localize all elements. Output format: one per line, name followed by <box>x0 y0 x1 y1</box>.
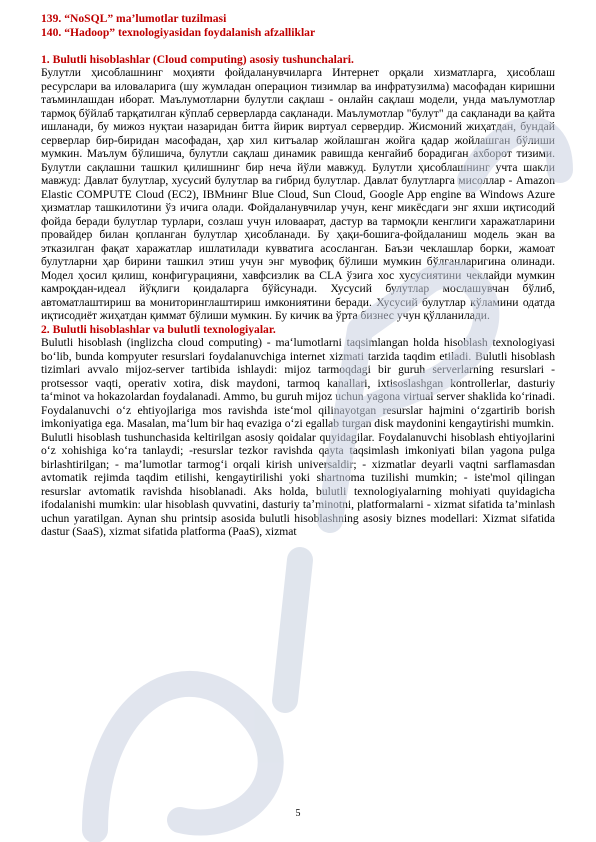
section-1-title: 1. Bulutli hisoblashlar (Cloud computing) asosiy tushunchalari. <box>41 52 354 66</box>
section-2-body-2: Bulutli hisoblash tushunchasida keltirilgan asosiy qoidalar quyidagilar. Foydalanuvchi hisoblash ehtiyojlarini oʻz xohishiga koʻra tanlaydi; -resurslar tezkor ravishda qayta taqsimlash imkoniyati bilan yagona pulga birlashtirilgan; - ma’lumotlar tarmogʻi orqali kirish universaldir; - xizmatlar deyarli vaqtni sarflamasdan avtomatik rejimda taqdim etilishi, kengaytirilishi yoki shartnoma tuzilishi mumkin; - iste'mol qilingan resurslar avtomatik ravishda hisoblanadi. Aks holda, bulutli texnologiyalarning mohiyati quyidagicha ifodalanishi mumkin: ular hisoblash quvvatini, dasturiy taʼminotni, platformalarni - xizmat sifatida ta’minlash uchun yaratilgan. Aynan shu printsip asosida bulutli hisoblashning asosiy biznes modellari: Xizmat sifatida dastur (SaaS), xizmat sifatida platforma (PaaS), xizmat <box>41 430 555 538</box>
document-content <box>41 12 555 539</box>
page-number: 5 <box>295 808 301 819</box>
section-2-title: 2. Bulutli hisoblashlar va bulutli texnologiyalar. <box>41 322 276 336</box>
section-1-body: Булутли ҳисоблашнинг моҳияти фойдаланувчиларга Интернет орқали хизматларга, ҳисоблаш ресурслари ва иловаларига (шу жумладан операцион тизимлар ва инфратузилма) масофадан киришни таъминлашдан иборат. Маълумотларни булутли сақлаш - онлайн сақлаш модели, унда маълумотлар тармоқ бўйлаб тарқатилган кўплаб серверларда сақланади. Маълумотлар "булут" да сақланади ва қайта ишланади, бу мижоз нуқтаи назаридан битта йирик виртуал сервердир. Жисмоний жиҳатдан, бундай серверлар бир-биридан масофадан, ҳар хил китъалар жойлашган жойга қадар жойлашган бўлиши мумкин. Маълум бўлишича, булутли сақлаш динамик равишда кенгайиб борадиган ахборот тизими. Булутли сақлашни ташкил қилишнинг бир неча йўли мавжуд. Булутли ҳисоблашнинг учта шакли мавжуд: Давлат булутлар, хусусий булутлар ва гибрид булутлар. Давлат булутларга мисоллар - Amazon Elastic COMPUTE Cloud (EC2), IBMнинг Blue Cloud, Sun Cloud, Google App engine ва Windows Azure ҳизматлар ташкилотини ўз ичига олади. Фойдаланувчилар учун, кенг микёсдаги энг яхши иқтисодий фойда беради булутлар турлари, созлаш учун иловаарат, дастур ва тармоқли кенглиги харажатларини провайдер билан қопланган булутлар ҳисобланади. Бу ҳақи-бошига-фойдаланиш модель экан ва этказилган фақат харажатлар ишлатилади кувватига асосланган. Баъзи чеклашлар борки, жамоат булутларни ҳар бирини ташкил этиш учун энг мувофиқ бўлиши мумкин бўлганларигина олинади. Модел ҳосил қилиш, конфигурацияни, хавфсизлик ва CLA ўзига хос хусусиятини чеклайди мумкин камроқдан-идеал йўқлиги қоидаларга бўйсунади. Хусусий булутлар мослашувчан бўлиб, автоматлаштириш ва мониторинглаштириш имкониятини беради. Хусусий булутлар кўламини одатда иқтисодиёт жиҳатдан қиммат бўлиши мумкин. Бу кичик ва ўрта бизнес учун қўлланилади. <box>41 66 555 322</box>
section-2-body-1: Bulutli hisoblash (inglizcha cloud computing) - maʻlumotlarni taqsimlangan holda hisoblash texnologiyasi boʻlib, bunda kompyuter resurslari foydalanuvchiga internet xizmati tarzida taqdim etiladi. Bulutli hisoblash tizimlari avvalo mijoz-server tartibida ishlaydi: mijoz tarmoqdagi bir guruh serverlarning resurslari - protsessor vaqti, operativ xotira, disk maydoni, tarmoq kanallari, ixtisoslashgan kontrollerlar, dasturiy taʻminot va hokazolardan foydalanadi. Ammo, bu guruh mijoz uchun yagona virtual server shaklida koʻrinadi. Foydalanuvchi oʻz ehtiyojlariga mos ravishda isteʻmol qilinayotgan resurslar hajmini oʻzgartirib borish imkoniyatiga ega. Masalan, maʻlum bir haq evaziga oʻzi egallab turgan disk maydonini kengaytirishi mumkin. <box>41 336 555 430</box>
heading-140: 140. “Hadoop” texnologiyasidan foydalanish afzalliklar <box>41 25 316 39</box>
spacer <box>41 39 555 53</box>
heading-139: 139. “NoSQL” ma’lumotlar tuzilmasi <box>41 12 227 25</box>
